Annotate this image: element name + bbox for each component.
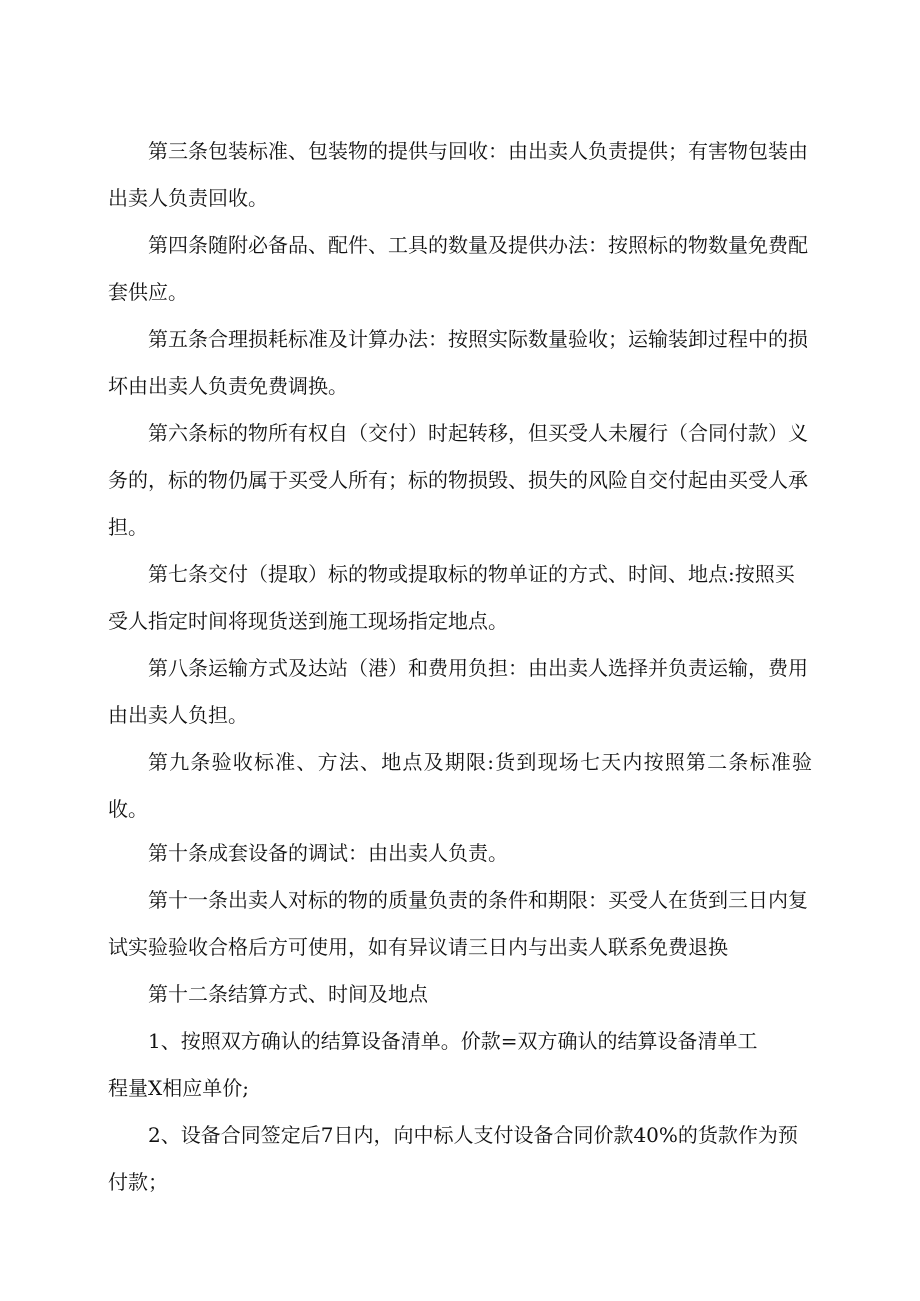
clause-12-heading-line-1: 第十二条结算方式、时间及地点 bbox=[148, 982, 428, 1006]
clause-5-line-1: 第五条合理损耗标准及计算办法：按照实际数量验收；运输装卸过程中的损 bbox=[148, 327, 808, 351]
settlement-item-1-line-1: 1、按照双方确认的结算设备清单。价款=双方确认的结算设备清单工 bbox=[148, 1029, 758, 1053]
clause-10 bbox=[108, 830, 812, 877]
settlement-item-2-line-2: 付款； bbox=[108, 1170, 168, 1194]
clause-6-line-2: 务的，标的物仍属于买受人所有；标的物损毁、损失的风险自交付起由买受人承 bbox=[108, 468, 808, 492]
settlement-item-1-line-2: 程量X相应单价; bbox=[108, 1076, 249, 1100]
clause-11 bbox=[108, 877, 812, 971]
clause-6-line-3: 担。 bbox=[108, 515, 148, 539]
clause-11-line-1: 第十一条出卖人对标的物的质量负责的条件和期限：买受人在货到三日内复 bbox=[148, 888, 808, 912]
clause-8-line-1: 第八条运输方式及达站（港）和费用负担：由出卖人选择并负责运输，费用 bbox=[148, 656, 808, 680]
clause-11-line-2: 试实验验收合格后方可使用，如有异议请三日内与出卖人联系免费退换 bbox=[108, 935, 728, 959]
clause-3-line-1: 第三条包装标准、包装物的提供与回收：由出卖人负责提供；有害物包装由 bbox=[148, 139, 808, 163]
clause-12-heading bbox=[108, 971, 812, 1018]
clause-4-line-1: 第四条随附必备品、配件、工具的数量及提供办法：按照标的物数量免费配 bbox=[148, 233, 808, 257]
clause-5-line-2: 坏由出卖人负责免费调换。 bbox=[108, 374, 348, 398]
clause-6-line-1: 第六条标的物所有权自（交付）时起转移，但买受人未履行（合同付款）义 bbox=[148, 421, 808, 445]
clause-3 bbox=[108, 128, 812, 222]
clause-3-line-2: 出卖人负责回收。 bbox=[108, 186, 268, 210]
clause-8 bbox=[108, 645, 812, 739]
clause-7 bbox=[108, 551, 812, 645]
settlement-item-2-line-1: 2、设备合同签定后7日内，向中标人支付设备合同价款40%的货款作为预 bbox=[148, 1123, 798, 1147]
settlement-item-1 bbox=[108, 1018, 812, 1112]
settlement-item-2 bbox=[108, 1112, 812, 1206]
clause-6 bbox=[108, 410, 812, 551]
document-body bbox=[108, 128, 812, 1206]
clause-4-line-2: 套供应。 bbox=[108, 280, 188, 304]
clause-9 bbox=[108, 739, 812, 833]
clause-4 bbox=[108, 222, 812, 316]
clause-9-line-1: 第九条验收标准、方法、地点及期限:货到现场七天内按照第二条标准验收。 bbox=[108, 750, 812, 821]
clause-7-line-2: 受人指定时间将现货送到施工现场指定地点。 bbox=[108, 609, 508, 633]
clause-5 bbox=[108, 316, 812, 410]
clause-10-line-1: 第十条成套设备的调试：由出卖人负责。 bbox=[148, 841, 508, 865]
clause-7-line-1: 第七条交付（提取）标的物或提取标的物单证的方式、时间、地点:按照买 bbox=[148, 562, 795, 586]
clause-8-line-2: 由出卖人负担。 bbox=[108, 703, 248, 727]
